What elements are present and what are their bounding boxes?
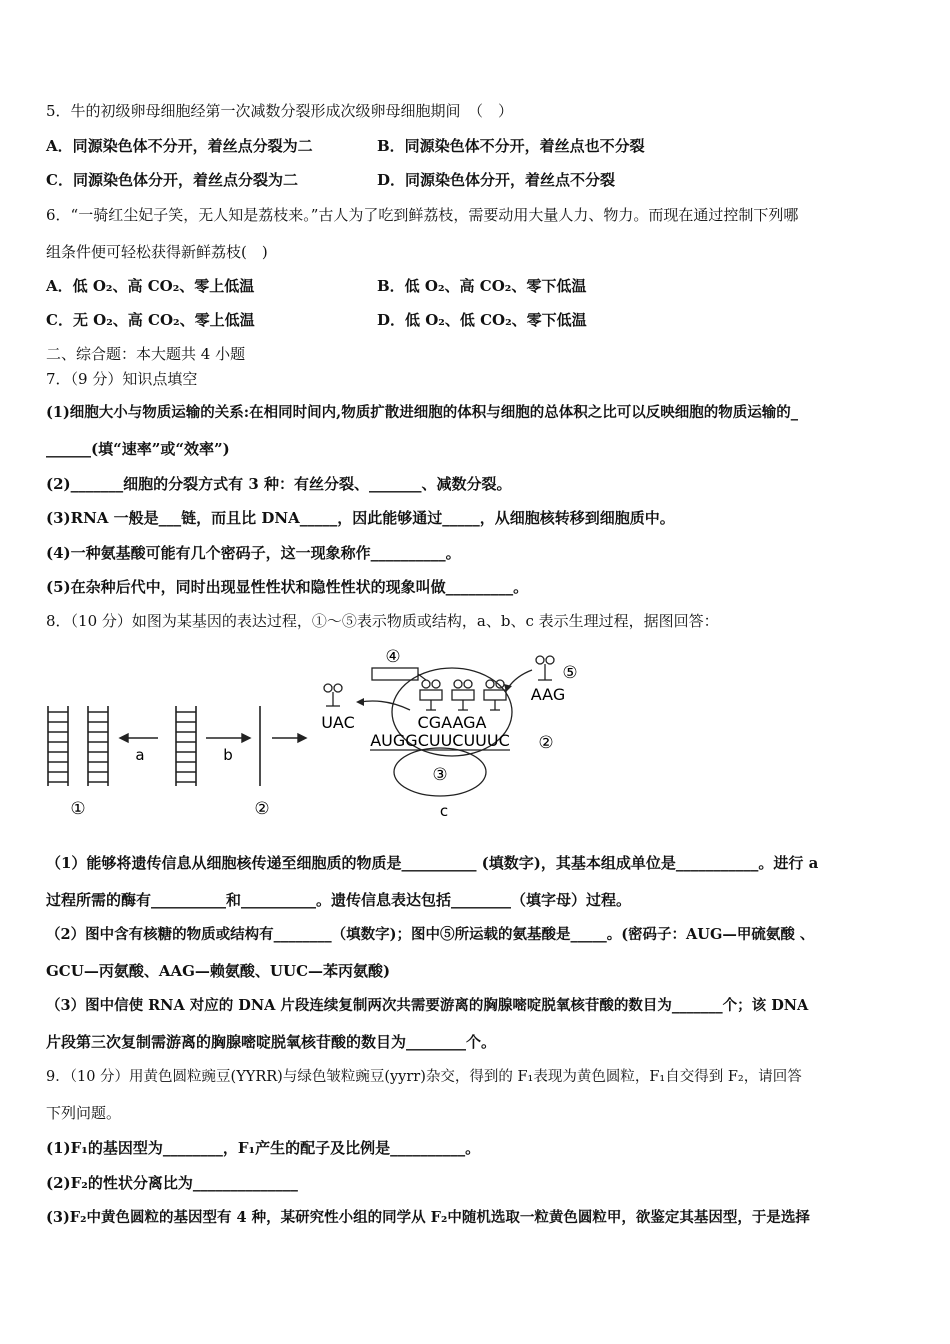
label-a: a [135,746,145,764]
label-3: ③ [432,765,448,785]
q7-title: 7．（9 分）知识点填空 [46,370,198,388]
q8-part1-line2: 过程所需的酶有__________和__________。遗传信息表达包括________（填字母）过程。 [46,891,632,909]
q7-part5: (5)在杂种后代中，同时出现显性性状和隐性性状的现象叫做_________。 [46,578,529,596]
label-1: ① [70,799,86,819]
mrna-sequence: AUGGCUUCUUUC [370,731,510,750]
q5-option-b: B．同源染色体不分开，着丝点也不分裂 [377,137,645,155]
q8-part1-line1: （1）能够将遗传信息从细胞核传递至细胞质的物质是__________ (填数字)，其基本组成单位是___________。进行 a [46,854,819,872]
q8-part2-line2: GCU—丙氨酸、AAG—赖氨酸、UUC—苯丙氨酸) [46,962,391,980]
q8-part2-line1: （2）图中含有核糖的物质或结构有________（填数字)；图中⑤所运载的氨基酸是_____。(密码子：AUG—甲硫氨酸 、 [46,926,815,943]
q7-part3: (3)RNA 一般是___链，而且比 DNA_____，因此能够通过_____，从细胞核转移到细胞质中。 [46,509,675,527]
q8-title: 8．（10 分）如图为某基因的表达过程，①～⑤表示物质或结构，a、b、c 表示生理过程，据图回答： [46,612,719,630]
q9-title-line2: 下列问题。 [46,1104,122,1122]
q8-part3-line2: 片段第三次复制需游离的胸腺嘧啶脱氧核苷酸的数目为________个。 [46,1033,497,1051]
curved-arrow-icon [508,670,532,688]
q6-option-b: B．低 O₂、高 CO₂、零下低温 [377,277,587,295]
q5-stem: 5．牛的初级卵母细胞经第一次减数分裂形成次级卵母细胞期间 （ ） [46,102,514,120]
trna-leaving-icon [324,684,342,706]
q7-part1-line1: (1)细胞大小与物质运输的关系:在相同时间内,物质扩散进细胞的体积与细胞的总体积之比可以反映细胞的物质运输的_ [46,404,798,421]
q9-part1: (1)F₁的基因型为________，F₁产生的配子及比例是__________。 [46,1139,481,1157]
section-heading: 二、综合题：本大题共 4 小题 [46,345,246,363]
q7-part2: (2)_______细胞的分裂方式有 3 种：有丝分裂、_______、减数分裂。 [46,475,512,493]
dna-single-icon [176,706,196,786]
curved-arrow-icon [360,701,410,710]
arrow-right-icon [272,734,306,742]
label-4: ④ [385,647,401,667]
q5-option-a: A．同源染色体不分开，着丝点分裂为二 [46,137,313,155]
q6-stem-line1: 6．“一骑红尘妃子笑，无人知是荔枝来。”古人为了吃到鲜荔枝，需要动用大量人力、物力。而现在通过控制下列哪 [46,206,799,224]
arrow-left-icon [120,734,158,742]
arrow-right-icon [206,734,250,742]
q9-title-line1: 9．（10 分）用黄色圆粒豌豆(YYRR)与绿色皱粒豌豆(yyrr)杂交，得到的 F₁表现为黄色圆粒，F₁自交得到 F₂，请回答 [46,1069,802,1085]
polypeptide-icon [372,668,418,680]
anticodon-left: UAC [321,713,355,732]
q7-part1-line2: ______(填“速率”或“效率”) [46,440,230,458]
q6-option-d: D．低 O₂、低 CO₂、零下低温 [377,311,587,329]
trna-icon [420,680,506,710]
q5-option-c: C．同源染色体分开，着丝点分裂为二 [46,171,298,189]
label-c: c [439,802,449,820]
q6-stem-line2: 组条件便可轻松获得新鲜荔枝( ) [46,243,268,261]
label-5: ⑤ [562,663,578,683]
label-2-right: ② [538,733,554,753]
q8-part3-line1: （3）图中信使 RNA 对应的 DNA 片段连续复制两次共需要游离的胸腺嘧啶脱氧核苷酸的数目为_______个；该 DNA [46,997,809,1014]
label-2-bottom: ② [254,799,270,819]
q7-part4: (4)一种氨基酸可能有几个密码子，这一现象称作__________。 [46,544,461,562]
dna-double-helix-icon [48,706,108,786]
q9-part2: (2)F₂的性状分离比为______________ [46,1174,298,1192]
q6-option-c: C．无 O₂、高 CO₂、零上低温 [46,311,255,329]
gene-expression-diagram [40,640,600,830]
trna-entering-icon [536,656,554,680]
q5-option-d: D．同源染色体分开，着丝点不分裂 [377,171,616,189]
q6-option-a: A．低 O₂、高 CO₂、零上低温 [46,277,255,295]
anticodon-right: AAG [530,685,566,704]
q9-part3: (3)F₂中黄色圆粒的基因型有 4 种，某研究性小组的同学从 F₂中随机选取一粒黄色圆粒甲，欲鉴定其基因型，于是选择 [46,1209,810,1226]
ribosome-anticodons: CGAAGA [417,713,487,732]
label-b: b [223,746,233,764]
